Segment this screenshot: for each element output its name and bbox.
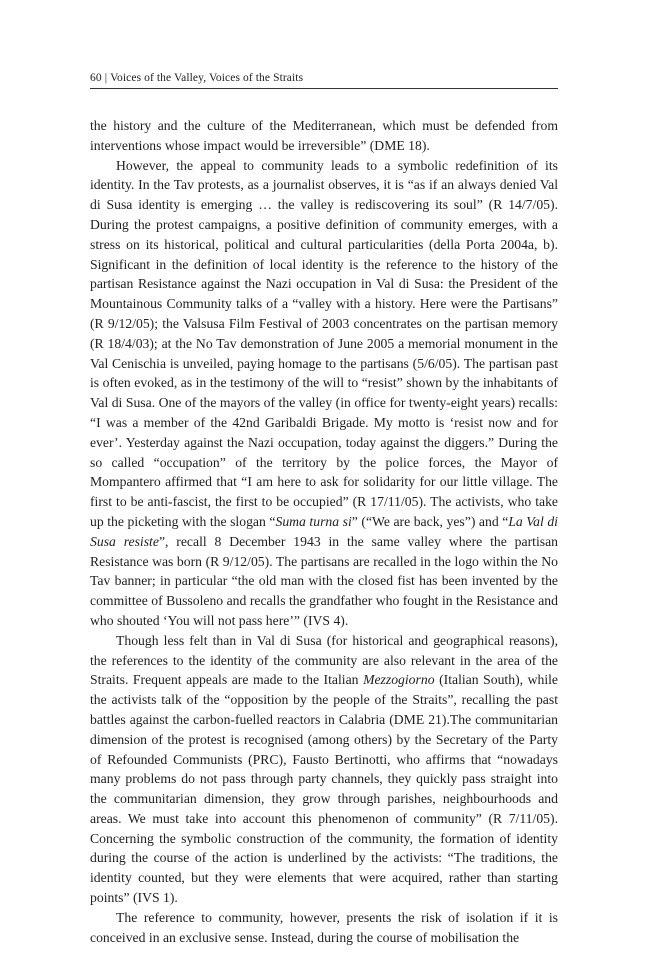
text-segment: Though less felt than in Val di Susa (for historical and geographical reasons), the references to the identity of the community are also relevant in the area of the Straits. Frequent appeals are made to the Italian xyxy=(90,632,558,688)
paragraph xyxy=(90,908,558,948)
text-segment: (Italian South), while the activists talk of the “opposition by the people of the Straits”, recalling the past battles against the carbon-fuelled reactors in Calabria (DME 21).The communitarian dimension of the protest is recognised (among others) by the Secretary of the Party of Refounded Communists (PRC), Fausto Bertinotti, who affirms that “nowadays many problems do not pass through party channels, they quickly pass straight into the communitarian dimension, they grow through parishes, neighbourhoods and areas. We must take into account this phenomenon of community” (R 7/11/05). Concerning the symbolic construction of the community, the formation of identity during the course of the action is underlined by the activists: “The traditions, the identity counted, but they were elements that were acquired, rather than starting points” (IVS 1). xyxy=(90,672,559,906)
text-segment: The reference to community, however, presents the risk of isolation if it is conceived in an exclusive sense. Instead, during the course of mobilisation the xyxy=(90,909,558,945)
italic-text: Mezzogiorno xyxy=(363,672,435,688)
text-segment: ”, recall 8 December 1943 in the same valley where the partisan Resistance was born (R 9/12/05). The partisans are recalled in the logo within the No Tav banner; in particular “the old man with the closed fist has been invented by the committee of Bussoleno and recalls the grandfather who fought in the Resistance and who shouted ‘You will not pass here’” (IVS 4). xyxy=(90,533,558,628)
text-segment: ” (“We are back, yes”) and “ xyxy=(351,513,509,529)
body-text xyxy=(90,116,558,947)
text-segment: However, the appeal to community leads to a symbolic redefinition of its identity. In the Tav protests, as a journalist observes, it is “as if an always denied Val di Susa identity is emerging … the valley is rediscovering its soul” (R 14/7/05). During the protest campaigns, a positive definition of community emerges, with a stress on its historical, political and cultural particularities (della Porta 2004a, b). Significant in the definition of local identity is the reference to the history of the partisan Resistance against the Nazi occupation in Val di Susa: the President of the Mountainous Community talks of a “valley with a history. Here were the Partisans” (R 9/12/05); the Valsusa Film Festival of 2003 concentrates on the partisan memory (R 18/4/03); at the No Tav demonstration of June 2005 a memorial monument in the Val Cenischia is unveiled, paying homage to the partisans (5/6/05). The partisan past is often evoked, as in the testimony of the will to “resist” shown by the inhabitants of Val di Susa. One of the mayors of the valley (in office for twenty-eight years) recalls: “I was a member of the 42nd Garibaldi Brigade. My motto is ‘resist now and for ever’. Yesterday against the Nazi occupation, today against the diggers.” During the so called “occupation” of the territory by the police forces, the Mayor of Mompantero affirmed that “I am here to ask for solidarity for our little village. The first to be anti-fascist, the first to be occupied” (R 17/11/05). The activists, who take up the picketing with the slogan “ xyxy=(90,157,558,529)
text-segment: the history and the culture of the Mediterranean, which must be defended from interventions whose impact would be irreversible” (DME 18). xyxy=(90,118,558,153)
italic-text: La Val di Susa resiste xyxy=(90,513,558,549)
book-page xyxy=(90,70,558,947)
book-title: Voices of the Valley, Voices of the Straits xyxy=(110,72,304,84)
page-number: 60 xyxy=(90,72,102,84)
paragraph xyxy=(90,116,558,156)
header-separator: | xyxy=(104,72,108,84)
paragraph xyxy=(90,156,558,631)
italic-text: Suma turna si xyxy=(275,513,352,529)
paragraph xyxy=(90,631,558,908)
running-header xyxy=(90,70,558,89)
